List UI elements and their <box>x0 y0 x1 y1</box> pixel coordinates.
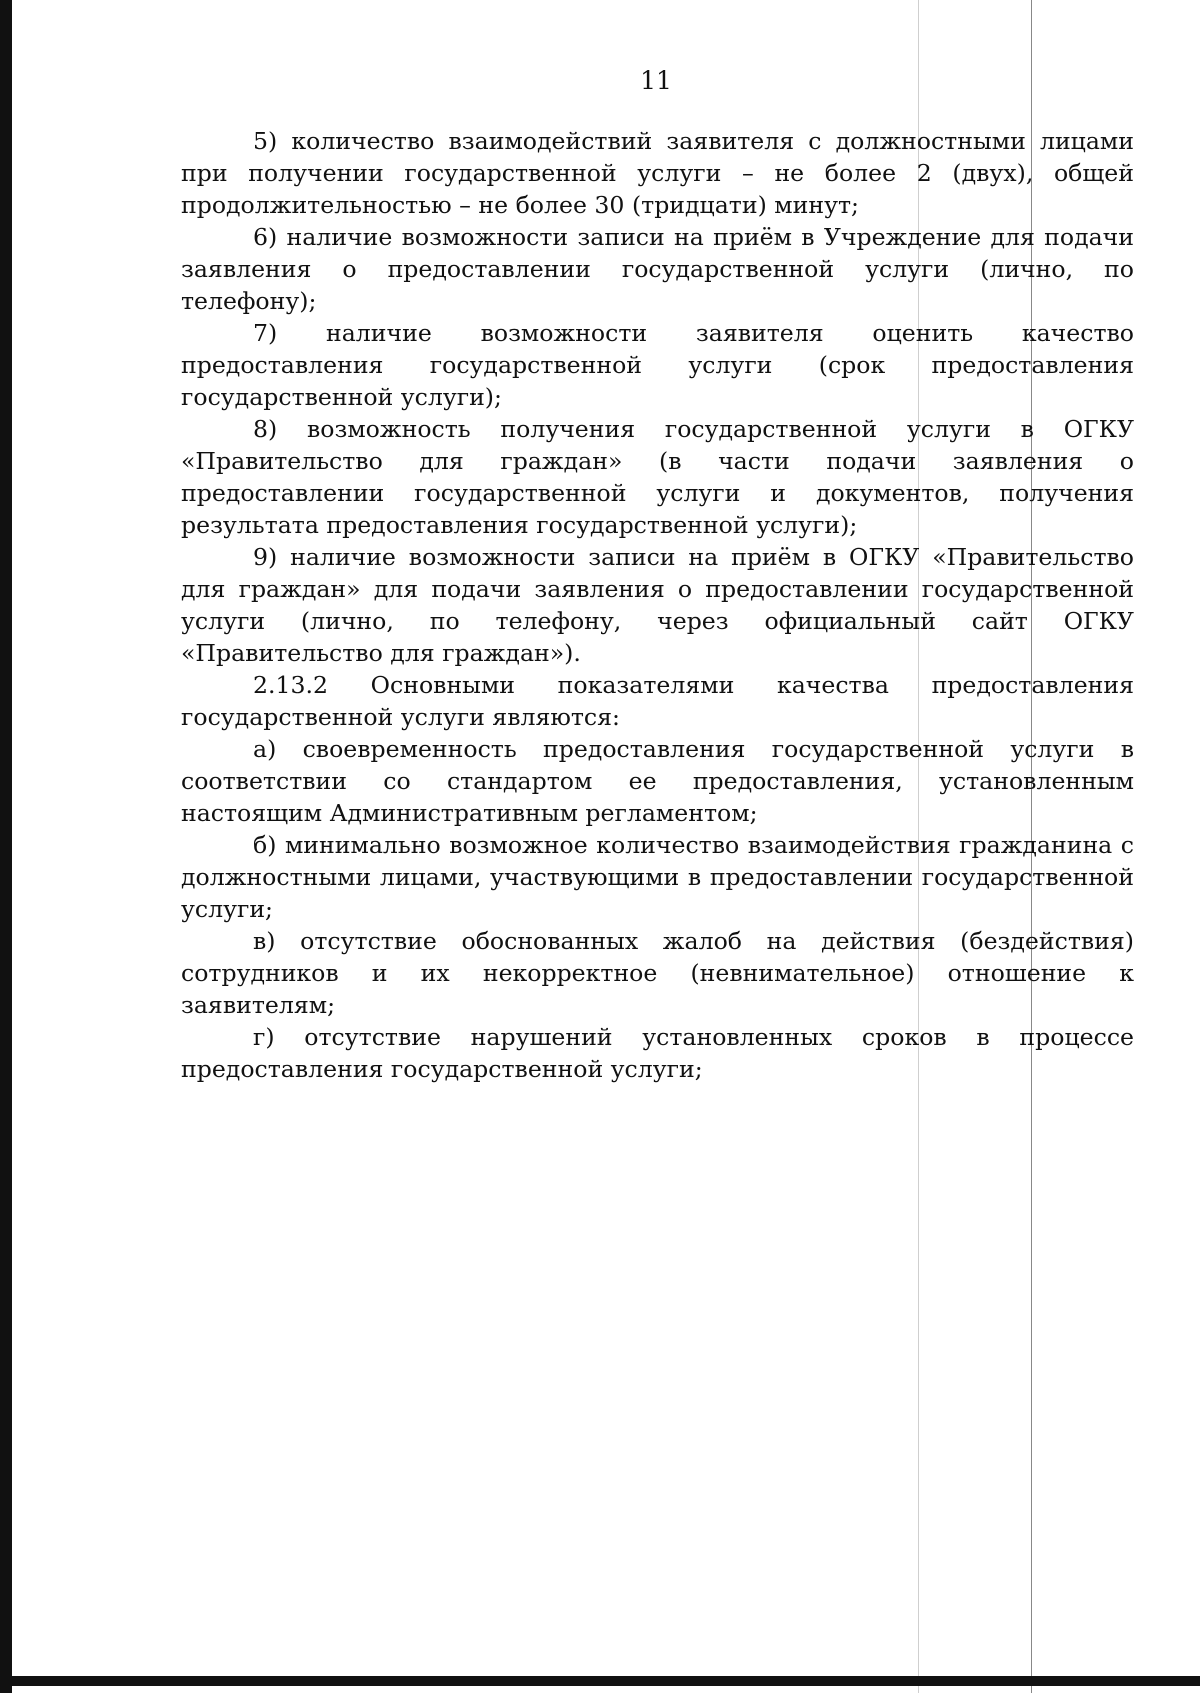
paragraph-item-a: а) своевременность предоставления государственной услуги в соответствии со стандартом ее предоставления, установленным настоящим Административным регламентом; <box>181 735 1134 827</box>
section-2-13-2: 2.13.2 Основными показателями качества предоставления государственной услуги являются: <box>181 671 1134 731</box>
paragraph-item-9: 9) наличие возможности записи на приём в ОГКУ «Правительство для граждан» для подачи заявления о предоставлении государственной услуги (лично, по телефону, через официальный сайт ОГКУ «Правительство для граждан»). <box>181 543 1134 667</box>
scan-left-border <box>0 0 12 1693</box>
paragraph-item-6: 6) наличие возможности записи на приём в Учреждение для подачи заявления о предоставлении государственной услуги (лично, по телефону); <box>181 223 1134 315</box>
paragraph-item-5: 5) количество взаимодействий заявителя с должностными лицами при получении государственной услуги – не более 2 (двух), общей продолжительностью – не более 30 (тридцати) минут; <box>181 127 1134 219</box>
paragraph-item-8: 8) возможность получения государственной услуги в ОГКУ «Правительство для граждан» (в части подачи заявления о предоставлении государственной услуги и документов, получения результата предоставления государственной услуги); <box>181 415 1134 539</box>
page-number: 11 <box>640 66 672 95</box>
paragraph-item-v: в) отсутствие обоснованных жалоб на действия (бездействия) сотрудников и их некорректное (невнимательное) отношение к заявителям; <box>181 927 1134 1019</box>
document-body <box>181 125 1134 1085</box>
paragraph-item-g: г) отсутствие нарушений установленных сроков в процессе предоставления государственной услуги; <box>181 1023 1134 1083</box>
scan-bottom-border <box>0 1676 1200 1686</box>
paragraph-item-b: б) минимально возможное количество взаимодействия гражданина с должностными лицами, участвующими в предоставлении государственной услуги; <box>181 831 1134 923</box>
paragraph-item-7: 7) наличие возможности заявителя оценить качество предоставления государственной услуги (срок предоставления государственной услуги); <box>181 319 1134 411</box>
